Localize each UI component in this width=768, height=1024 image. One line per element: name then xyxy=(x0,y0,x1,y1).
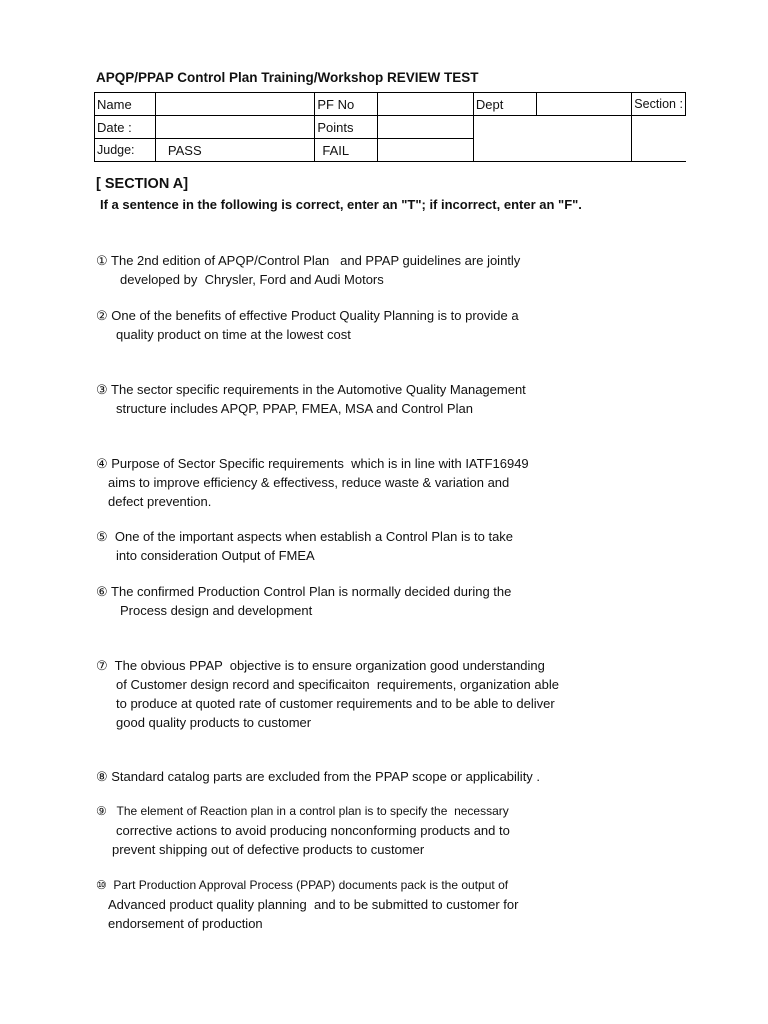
pass-option[interactable]: PASS xyxy=(155,139,314,162)
question-3-line-2: structure includes APQP, PPAP, FMEA, MSA and Control Plan xyxy=(116,401,473,416)
question-8-line-1: ⑧ Standard catalog parts are excluded from the PPAP scope or applicability . xyxy=(96,769,541,784)
section-a-heading: [ SECTION A] xyxy=(96,176,189,192)
question-4-line-3: defect prevention. xyxy=(108,494,212,509)
pf-no-label: PF No xyxy=(315,93,378,116)
date-field[interactable] xyxy=(155,116,314,139)
dept-field[interactable] xyxy=(536,93,632,116)
question-2-line-1: ② One of the benefits of effective Product Quality Planning is to provide a xyxy=(96,308,519,323)
question-4 xyxy=(96,454,529,511)
question-5-line-2: into consideration Output of FMEA xyxy=(116,548,315,563)
points-label: Points xyxy=(315,116,378,139)
fail-option[interactable]: FAIL xyxy=(315,139,378,162)
question-7-line-2: of Customer design record and specificaiton requirements, organization able xyxy=(116,677,559,692)
question-3 xyxy=(96,380,526,418)
name-field[interactable] xyxy=(155,93,314,116)
section-label: Section : xyxy=(632,93,686,116)
question-1-line-2: developed by Chrysler, Ford and Audi Motors xyxy=(120,272,384,287)
question-9-line-3: prevent shipping out of defective products to customer xyxy=(112,842,425,857)
question-9-line-2: corrective actions to avoid producing nonconforming products and to xyxy=(116,823,510,838)
judge-extra-field[interactable] xyxy=(378,139,474,162)
question-4-line-2: aims to improve efficiency & effectivess, reduce waste & variation and xyxy=(108,475,510,490)
question-5 xyxy=(96,527,513,565)
question-2 xyxy=(96,306,519,344)
question-6-line-1: ⑥ The confirmed Production Control Plan is normally decided during the xyxy=(96,584,512,599)
question-10 xyxy=(96,876,518,933)
question-1 xyxy=(96,251,520,289)
question-10-line-3: endorsement of production xyxy=(108,916,263,931)
question-7-line-1: ⑦ The obvious PPAP objective is to ensure organization good understanding xyxy=(96,658,545,673)
question-7 xyxy=(96,656,559,732)
date-label: Date : xyxy=(95,116,156,139)
question-10-line-2: Advanced product quality planning and to be submitted to customer for xyxy=(108,897,519,912)
question-10-line-1: ⑩ Part Production Approval Process (PPAP) documents pack is the output of xyxy=(96,878,509,892)
question-6 xyxy=(96,582,511,620)
section-a-instruction: If a sentence in the following is correct, enter an "T"; if incorrect, enter an "F". xyxy=(100,197,582,212)
question-7-line-4: good quality products to customer xyxy=(116,715,312,730)
question-5-line-1: ⑤ One of the important aspects when establish a Control Plan is to take xyxy=(96,529,514,544)
question-1-line-1: ① The 2nd edition of APQP/Control Plan and PPAP guidelines are jointly xyxy=(96,253,521,268)
question-9-line-1: ⑨ The element of Reaction plan in a control plan is to specify the necessary xyxy=(96,804,509,818)
question-4-line-1: ④ Purpose of Sector Specific requirements which is in line with IATF16949 xyxy=(96,456,529,471)
points-score-box[interactable] xyxy=(473,116,631,162)
question-8 xyxy=(96,767,540,786)
question-2-line-2: quality product on time at the lowest cost xyxy=(116,327,351,342)
question-7-line-3: to produce at quoted rate of customer requirements and to be able to deliver xyxy=(116,696,555,711)
question-3-line-1: ③ The sector specific requirements in the Automotive Quality Management xyxy=(96,382,526,397)
question-9 xyxy=(96,802,510,859)
points-field[interactable] xyxy=(378,116,474,139)
judge-label: Judge: xyxy=(95,139,156,162)
dept-label: Dept xyxy=(473,93,536,116)
document-title: APQP/PPAP Control Plan Training/Workshop REVIEW TEST xyxy=(96,70,479,85)
name-label: Name xyxy=(95,93,156,116)
pf-no-field[interactable] xyxy=(378,93,474,116)
question-6-line-2: Process design and development xyxy=(120,603,313,618)
header-table xyxy=(94,92,686,162)
section-field[interactable] xyxy=(632,116,686,162)
